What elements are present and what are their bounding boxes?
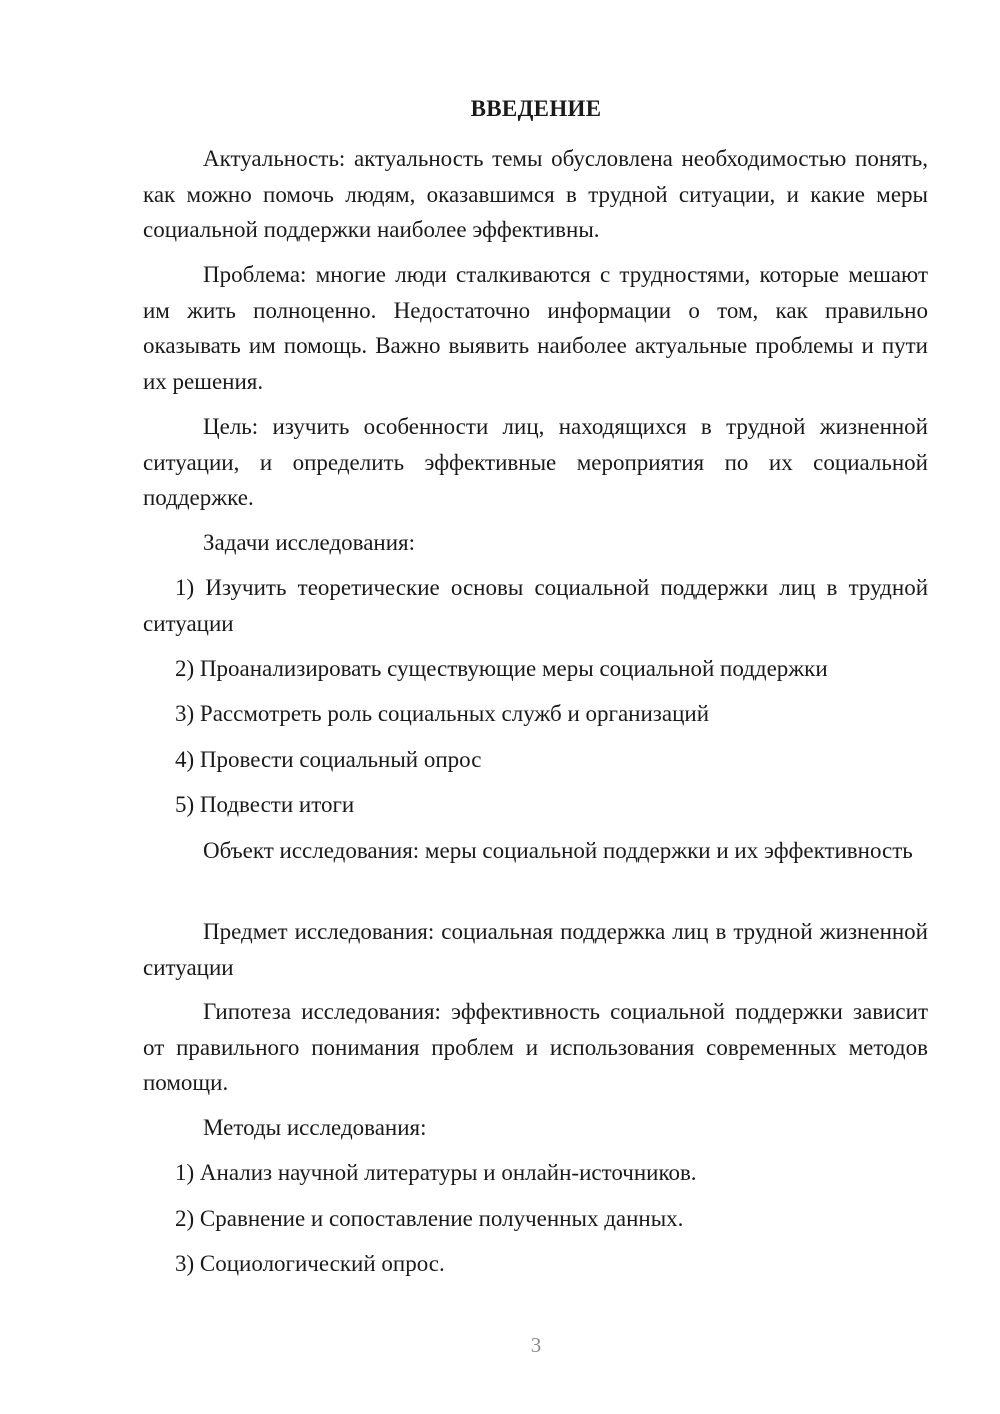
paragraph-object: Объект исследования: меры социальной поддержки и их эффективность (203, 838, 913, 863)
page-title: ВВЕДЕНИЕ (470, 96, 602, 121)
task-item-3: 3) Рассмотреть роль социальных служб и организаций (175, 701, 709, 726)
paragraph-relevance: Актуальность: актуальность темы обусловлена необходимостью понять, как можно помочь людям, оказавшимся в трудной ситуации, и какие меры социальной поддержки наиболее эффективны. (143, 146, 928, 242)
paragraph-subject: Предмет исследования: социальная поддержка лиц в трудной жизненной ситуации (143, 919, 928, 980)
task-item-2: 2) Проанализировать существующие меры социальной поддержки (175, 656, 828, 681)
methods-heading: Методы исследования: (203, 1115, 427, 1140)
method-item-3: 3) Социологический опрос. (175, 1251, 445, 1276)
tasks-heading: Задачи исследования: (203, 530, 416, 555)
method-item-2: 2) Сравнение и сопоставление полученных данных. (175, 1206, 684, 1231)
paragraph-goal: Цель: изучить особенности лиц, находящихся в трудной жизненной ситуации, и определить эффективные мероприятия по их социальной поддержке. (143, 414, 928, 510)
paragraph-problem: Проблема: многие люди сталкиваются с трудностями, которые мешают им жить полноценно. Недостаточно информации о том, как правильно оказывать им помощь. Важно выявить наиболее актуальные проблемы и пути их решения. (143, 262, 928, 394)
page-number: 3 (530, 1333, 542, 1357)
paragraph-hypothesis: Гипотеза исследования: эффективность социальной поддержки зависит от правильного понимания проблем и использования современных методов помощи. (143, 999, 928, 1095)
method-item-1: 1) Анализ научной литературы и онлайн-источников. (175, 1160, 697, 1185)
task-item-1: 1) Изучить теоретические основы социальной поддержки лиц в трудной ситуации (143, 575, 928, 636)
task-item-4: 4) Провести социальный опрос (175, 747, 482, 772)
task-item-5: 5) Подвести итоги (175, 792, 355, 817)
